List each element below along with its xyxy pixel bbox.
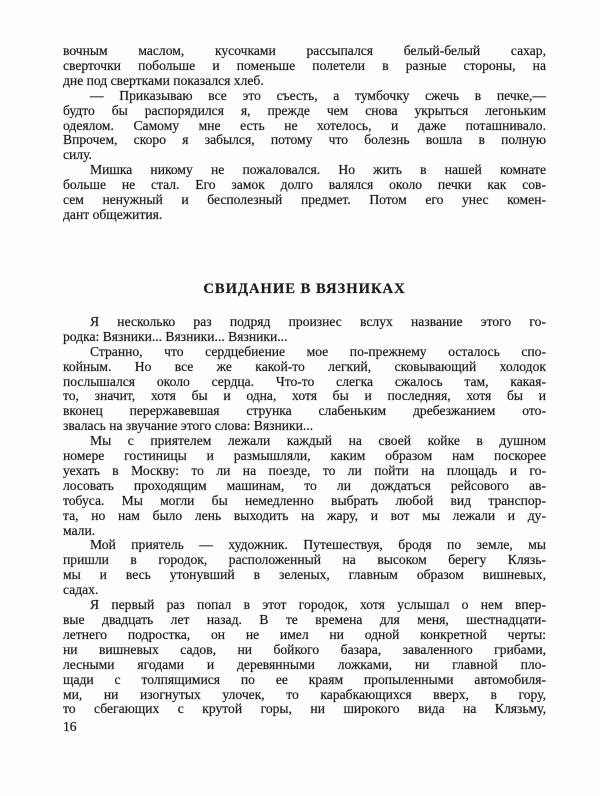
text-line: пришли в городок, расположенный на высоком берегу Клязь- [63,552,546,568]
text-line: вконец перержавевшая струнка слабеньким дребезжанием ото- [63,403,546,419]
paragraph [63,538,546,598]
paragraph [63,163,546,223]
text-line: сем ненужный и бесполезный предмет. Потом его унес комен- [63,192,546,208]
text-line: Мы с приятелем лежали каждый на своей койке в душном [90,433,546,449]
paragraph [63,89,546,164]
text-line: больше не стал. Его замок долго валялся около печки как сов- [63,177,546,193]
text-line: койным. Но все же какой-то легкий, сковывающий холодок [63,358,546,374]
text-line: сверточки побольше и поменьше полетели в разные стороны, на [63,57,546,73]
text-line: дне под свертками показался хлеб. [63,72,264,88]
text-line: Впрочем, скоро я забылся, потому что болезнь вошла в полную [63,132,546,148]
text-line: вочным маслом, кусочками рассыпался белый-белый сахар, [63,43,546,58]
continued-text-block [63,44,546,223]
text-line: будто бы распорядился я, прежде чем снова укрыться легоньким [63,102,546,118]
text-line: мы и весь утонувший в зеленых, главным образом вишневых, [63,567,546,583]
text-line: Я первый раз попал в этот городок, хотя услышал о нем впер- [90,597,546,613]
text-line: Странно, что сердцебиение мое по-прежнему осталось спо- [90,343,546,359]
text-line: летнего подростка, он не имел ни одной конкретной черты: [63,626,546,642]
text-line: номере гостиницы и размышляли, каким образом нам поскорее [63,448,546,464]
text-line: та, но нам было лень выходить на жару, и вот мы лежали и ду- [63,507,546,523]
text-line: вые двадцать лет назад. В те времена для меня, шестнадцати- [63,612,546,627]
text-line: родка: Вязники... Вязники... Вязники... [63,328,288,344]
page-number: 16 [63,719,77,734]
text-line: то, значит, хотя бы и одна, хотя бы и последняя, хотя бы и [63,388,546,404]
text-line: уехать в Москву: то ли на поезде, то ли пойти на площадь и го- [63,462,546,478]
text-line: звалась на звучание этого слова: Вязники... [63,418,314,434]
paragraph [63,44,546,89]
section-text-block [63,315,546,717]
paragraph [63,345,546,434]
text-line: садах. [63,582,99,598]
text-line: силу. [63,147,92,163]
paragraph [63,434,546,538]
paragraph [63,315,546,345]
text-line: лосовать проходящим машинам, то ли дождаться рейсового ав- [63,477,546,493]
section-heading: СВИДАНИЕ В ВЯЗНИКАХ [203,280,406,297]
text-line: — Приказываю все это съесть, а тумбочку сжечь в печке,— [90,87,546,103]
text-column [63,44,546,717]
text-line: щади с толпящимися по ее краям пропыленными автомобиля- [63,671,546,687]
text-line: дант общежития. [63,206,163,222]
paragraph [63,598,546,717]
text-line: то сбегающих с крутой горы, ни широкого вида на Клязьму, [63,701,546,717]
text-line: ми, ни изогнутых улочек, то карабкающихся вверх, в гору, [63,686,546,702]
text-line: тобуса. Мы могли бы немедленно выбрать любой вид транспор- [63,492,546,508]
text-line: лесными ягодами и деревянными ложками, ни главной пло- [63,656,546,672]
text-line: послышался около сердца. Что-то слегка сжалось там, какая- [63,373,546,389]
text-line: одеялом. Самому мне есть не хотелось, и даже поташнивало. [63,117,546,133]
text-line: Мишка никому не пожаловался. Но жить в нашей комнате [90,162,546,178]
text-line: ни вишневых садов, ни бойкого базара, заваленного грибами, [63,641,546,657]
text-line: мали. [63,522,96,538]
text-line: Я несколько раз подряд произнес вслух название этого го- [90,313,546,329]
text-line: Мой приятель — художник. Путешествуя, бродя по земле, мы [90,537,546,553]
